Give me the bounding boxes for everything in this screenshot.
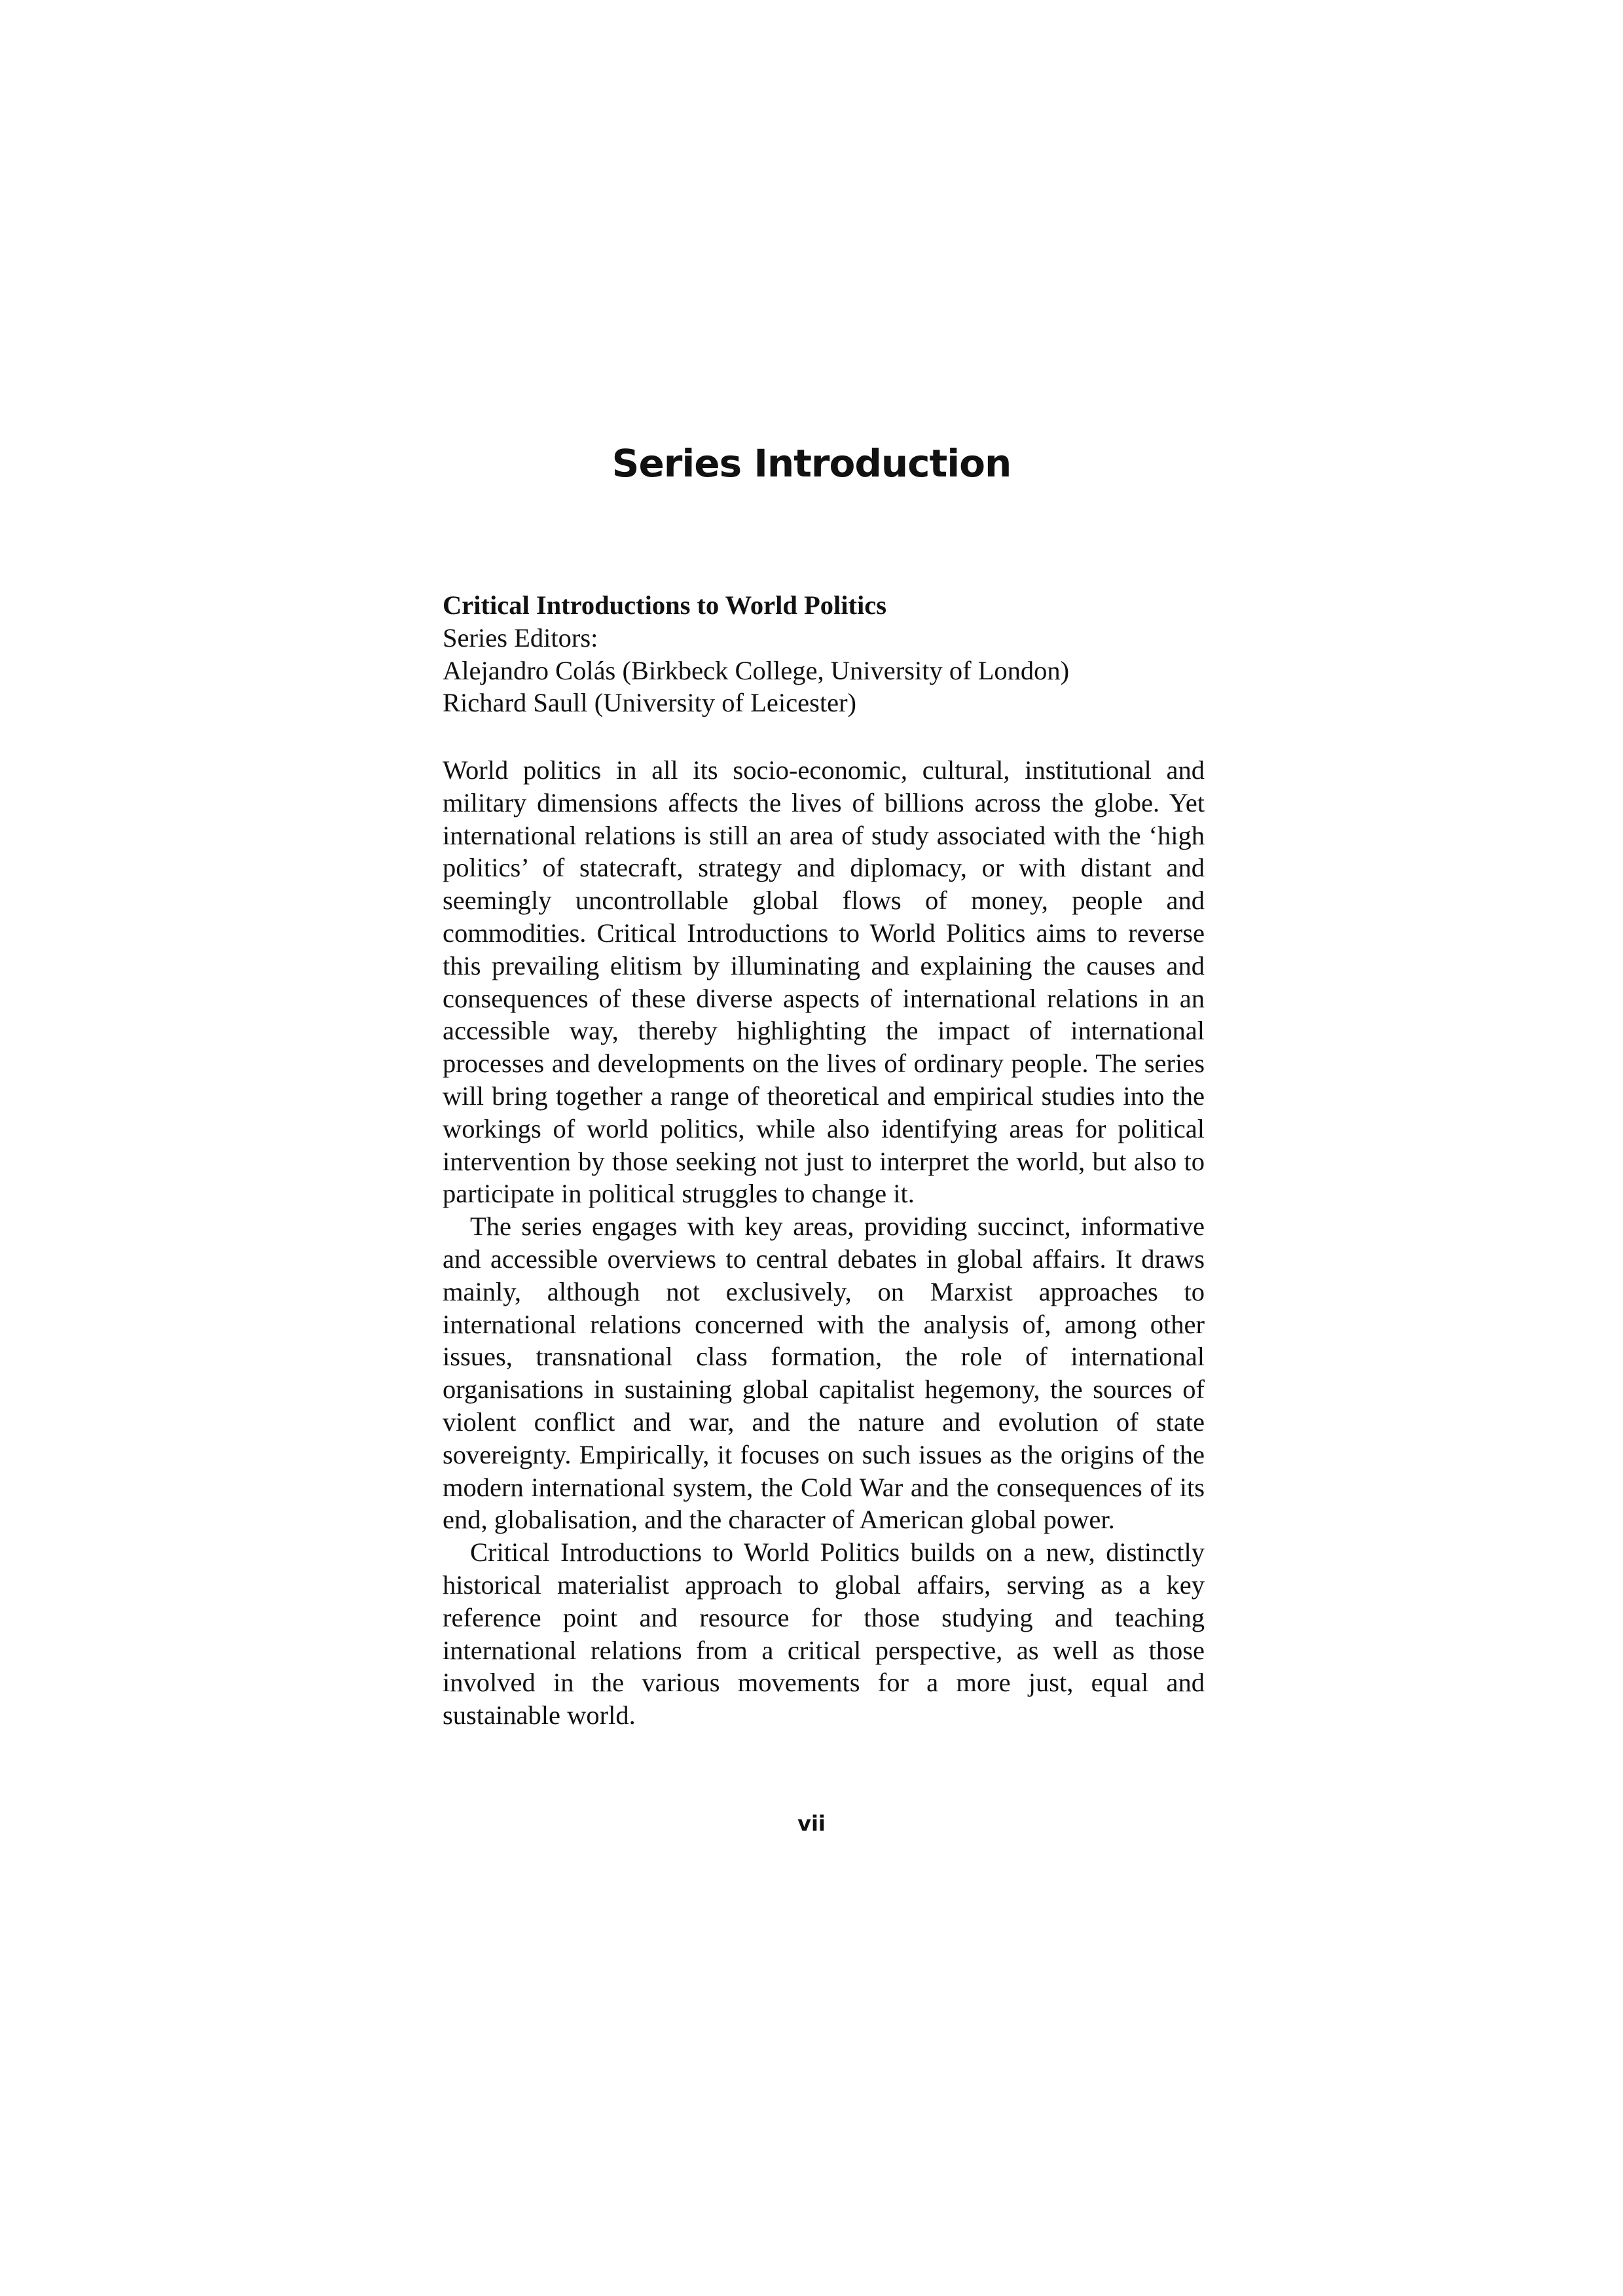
series-editor: Alejandro Colás (Birkbeck College, University of London)	[443, 655, 1070, 685]
series-editor: Richard Saull (University of Leicester)	[443, 688, 857, 718]
paragraph: The series engages with key areas, providing succinct, informative and accessible overviews to central debates in global affairs. It draws mainly, although not exclusively, on Marxist approaches to international relations concerned with the analysis of, among other issues, transnational class formation, the role of international organisations in sustaining global capitalist hegemony, the sources of violent conflict and war, and the nature and evolution of state sovereignty. Empirically, it focuses on such issues as the origins of the modern international system, the Cold War and the consequences of its end, globalisation, and the character of American global power.	[443, 1211, 1205, 1535]
series-name: Critical Introductions to World Politics	[443, 590, 886, 620]
paragraph: World politics in all its socio-economic, cultural, institutional and military dimensions affects the lives of billions across the globe. Yet international relations is still an area of study associated with the ‘high politics’ of statecraft, strategy and diplomacy, or with distant and seemingly uncontrollable global flows of money, people and commodities. Critical Introductions to World Politics aims to reverse this prevailing elitism by illuminating and explaining the causes and consequences of these diverse aspects of international relations in an accessible way, thereby highlighting the impact of international processes and developments on the lives of ordinary people. The series will bring together a range of theoretical and empirical studies into the workings of world politics, while also identifying areas for political intervention by those seeking not just to interpret the world, but also to participate in political struggles to change it.	[443, 755, 1205, 1209]
page-title: Series Introduction	[611, 441, 1012, 486]
page-number: vii	[797, 1811, 826, 1836]
paragraph: Critical Introductions to World Politics builds on a new, distinctly historical materialist approach to global affairs, serving as a key reference point and resource for those studying and teaching international relations from a critical perspective, as well as those involved in the various movements for a more just, equal and sustainable world.	[443, 1537, 1205, 1731]
body-text	[443, 754, 1205, 1732]
series-editors-label: Series Editors:	[443, 622, 598, 653]
series-info	[443, 589, 1205, 719]
